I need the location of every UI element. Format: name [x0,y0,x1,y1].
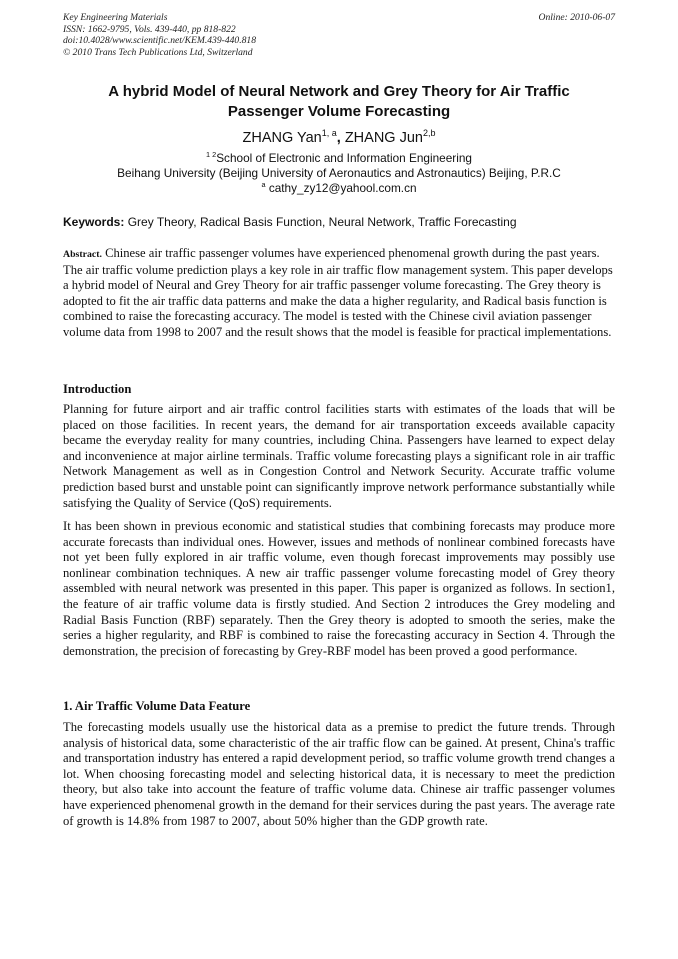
introduction-paragraph-1: Planning for future airport and air traffic control facilities starts with estimates of the loads that will be placed on those facilities. In recent years, the demand for air transportation exceeds available capacity became the everyday reality for many countries, including China. Passengers have learned to expect delay and inconvenience at major airline terminals. Traffic volume forecasting plays a significant role in air traffic Network Management as well as in Congestion Control and Network Security. Accurate traffic volume prediction based burst and unstable point can significantly improve network performance substantially while satisfying the Quality of Service (QoS) requirements. [63,402,615,510]
author-list [63,129,615,147]
journal-name: Key Engineering Materials [63,12,168,23]
abstract-label: Abstract. [63,249,102,260]
abstract [63,246,615,340]
online-date: Online: 2010-06-07 [538,12,615,23]
paper-title [63,82,615,122]
keywords-label: Keywords: [63,215,125,229]
email-sup: a [261,180,266,190]
title-line-2: Passenger Volume Forecasting [227,103,451,120]
copyright-line: © 2010 Trans Tech Publications Ltd, Switzerland [63,46,253,58]
author-1-sup: 1, a [321,127,337,138]
author-email: cathy_zy12@yahool.com.cn [268,181,417,196]
introduction-paragraph-2: It has been shown in previous economic and statistical studies that combining forecasts may produce more accurate forecasts than individual ones. However, issues and methods of nonlinear combined forecasts have not yet been fully explored in air traffic volume, even though forecast improvements may possibly use nonlinear combination techniques. A new air traffic passenger volume forecasting model of Grey theory assembled with neural network was presented in this paper. This paper is organized as follows. In section1, the feature of air traffic volume data is firstly studied. And Section 2 introduces the Grey modeling and Radial Basis Function (RBF) separately. Then the Grey theory is adopted to smooth the series, make the series a higher regularity, and RBF is combined to raise the forecasting accuracy in Section 4. Through the demonstration, the precision of forecasting by Grey-RBF model has been proved a good performance. [63,519,615,658]
keywords [63,214,615,230]
author-separator: , [336,130,341,146]
keywords-text: Grey Theory, Radical Basis Function, Neural Network, Traffic Forecasting [127,215,517,229]
author-2-sup: 2,b [422,127,436,138]
author-2-name: ZHANG Jun [344,130,423,146]
affiliation-line-2: Beihang University (Beijing University of Aeronautics and Astronautics) Beijing, P.R.C [117,166,561,181]
affiliation-line-1: School of Electronic and Information Engineering [216,151,472,165]
affiliation-block [63,151,615,197]
title-line-1: A hybrid Model of Neural Network and Grey Theory for Air Traffic [108,83,570,100]
affiliation-sup: 1 2 [206,149,217,159]
introduction-heading: Introduction [63,382,132,396]
section-1-heading: 1. Air Traffic Volume Data Feature [63,699,251,713]
issn-line: ISSN: 1662-9795, Vols. 439-440, pp 818-822 [63,23,236,35]
section-1-paragraph: The forecasting models usually use the historical data as a premise to predict the future trends. Through analysis of historical data, some characteristic of the air traffic flow can be gained. At present, China's traffic and transportation industry has entered a rapid development period, so traffic volume growth trend changes a lot. When choosing forecasting model and selecting historical data, it is necessary to meet the prediction theory, but also take into account the feature of traffic volume data. Chinese air traffic passenger volumes have experienced phenomenal growth in the demand for their services during the past years. The average rate of growth is 14.8% from 1987 to 2007, about 50% higher than the GDP growth rate. [63,720,615,828]
abstract-text: Chinese air traffic passenger volumes have experienced phenomenal growth during the past years. The air traffic volume prediction plays a key role in air traffic flow management system. This paper develops a hybrid model of Neural and Grey Theory for air traffic passenger volume forecasting. The Grey theory is adopted to fit the air traffic data patterns and make the data a higher regularity, and Radical basis function is combined to raise the forecasting accuracy. The model is tested with the Chinese civil aviation passenger volume data from 1998 to 2007 and the result shows that the model is feasible for practical implementations. [63,246,613,339]
page-header [63,12,615,58]
author-1-name: ZHANG Yan [242,130,322,146]
doi-line: doi:10.4028/www.scientific.net/KEM.439-440.818 [63,35,257,46]
